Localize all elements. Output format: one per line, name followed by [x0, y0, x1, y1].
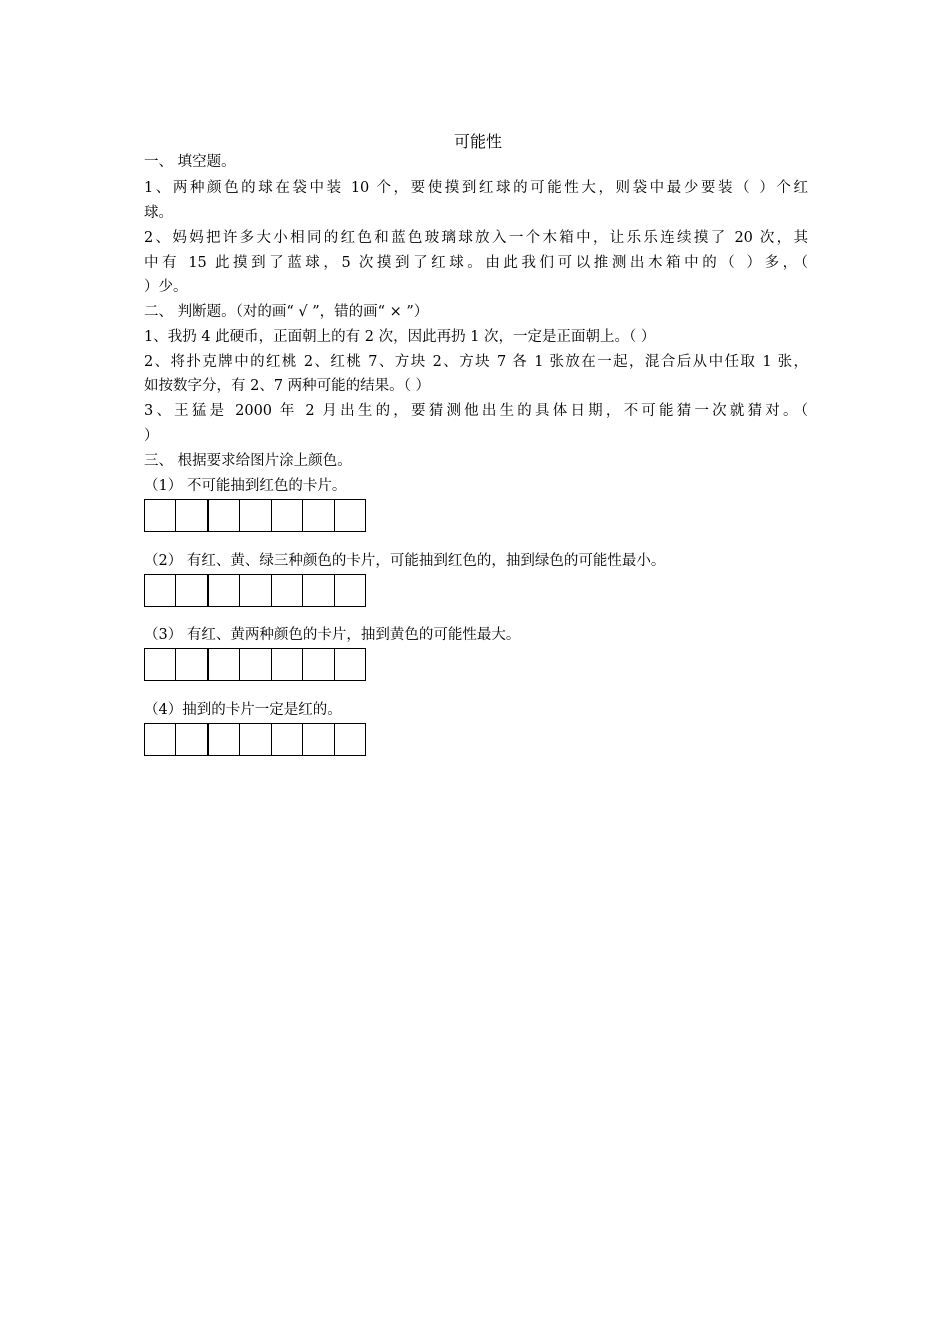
card-box[interactable] — [303, 649, 334, 680]
card-row — [144, 648, 366, 681]
card-box[interactable] — [176, 575, 208, 606]
fill-q1-line1: 1、两种颜色的球在袋中装 10 个，要使摸到红球的可能性大，则袋中最少要装（ ）个红 — [144, 180, 808, 196]
judge-q1: 1、我扔 4 此硬币，正面朝上的有 2 次，因此再扔 1 次，一定是正面朝上。（ ） — [144, 329, 656, 345]
card-box[interactable] — [303, 575, 334, 606]
card-box[interactable] — [303, 500, 334, 531]
fill-q2-line2: 中有 15 此摸到了蓝球，5 次摸到了红球。由此我们可以推测出木箱中的（ ）多，（ — [144, 255, 808, 271]
card-row — [144, 574, 366, 607]
color-item-label: （4）抽到的卡片一定是红的。 — [144, 702, 342, 718]
card-box[interactable] — [240, 649, 271, 680]
judge-q3-line1: 3、王猛是 2000 年 2 月出生的，要猜测他出生的具体日期，不可能猜一次就猜对。（ — [144, 403, 808, 419]
card-box[interactable] — [335, 575, 365, 606]
card-row — [144, 499, 366, 532]
card-box[interactable] — [240, 575, 271, 606]
section2-heading: 二、 判断题。（对的画“ √ ”，错的画“ × ”） — [144, 304, 429, 320]
fill-q2-line1: 2、妈妈把许多大小相同的红色和蓝色玻璃球放入一个木箱中，让乐乐连续摸了 20 次，其 — [144, 230, 808, 246]
card-box[interactable] — [335, 649, 365, 680]
section3-heading: 三、 根据要求给图片涂上颜色。 — [144, 453, 352, 469]
card-box[interactable] — [176, 649, 208, 680]
card-box[interactable] — [145, 649, 176, 680]
card-box[interactable] — [335, 724, 365, 755]
card-box[interactable] — [335, 500, 365, 531]
fill-q1-line2: 球。 — [144, 205, 173, 221]
card-box[interactable] — [272, 500, 303, 531]
card-box[interactable] — [240, 724, 271, 755]
section1-heading: 一、 填空题。 — [144, 154, 236, 170]
card-box[interactable] — [209, 500, 240, 531]
card-box[interactable] — [240, 500, 271, 531]
card-box[interactable] — [272, 649, 303, 680]
card-box[interactable] — [303, 724, 334, 755]
card-box[interactable] — [145, 575, 176, 606]
card-box[interactable] — [209, 575, 240, 606]
card-box[interactable] — [145, 724, 176, 755]
page-title: 可能性 — [453, 132, 502, 151]
judge-q3-line2: ） — [144, 428, 159, 444]
card-box[interactable] — [176, 724, 208, 755]
fill-q2-line3: ）少。 — [144, 279, 188, 295]
card-box[interactable] — [272, 575, 303, 606]
card-box[interactable] — [176, 500, 208, 531]
card-box[interactable] — [209, 649, 240, 680]
card-box[interactable] — [209, 724, 240, 755]
color-item-label: （1） 不可能抽到红色的卡片。 — [144, 478, 347, 494]
judge-q2-line1: 2、将扑克牌中的红桃 2、红桃 7、方块 2、方块 7 各 1 张放在一起，混合后从中任取 1 张， — [144, 354, 808, 370]
color-item-label: （2） 有红、黄、绿三种颜色的卡片，可能抽到红色的，抽到绿色的可能性最小。 — [144, 553, 666, 569]
color-item-label: （3） 有红、黄两种颜色的卡片，抽到黄色的可能性最大。 — [144, 627, 521, 643]
card-box[interactable] — [145, 500, 176, 531]
card-box[interactable] — [272, 724, 303, 755]
judge-q2-line2: 如按数字分，有 2、7 两种可能的结果。（ ） — [144, 378, 431, 394]
card-row — [144, 723, 366, 756]
